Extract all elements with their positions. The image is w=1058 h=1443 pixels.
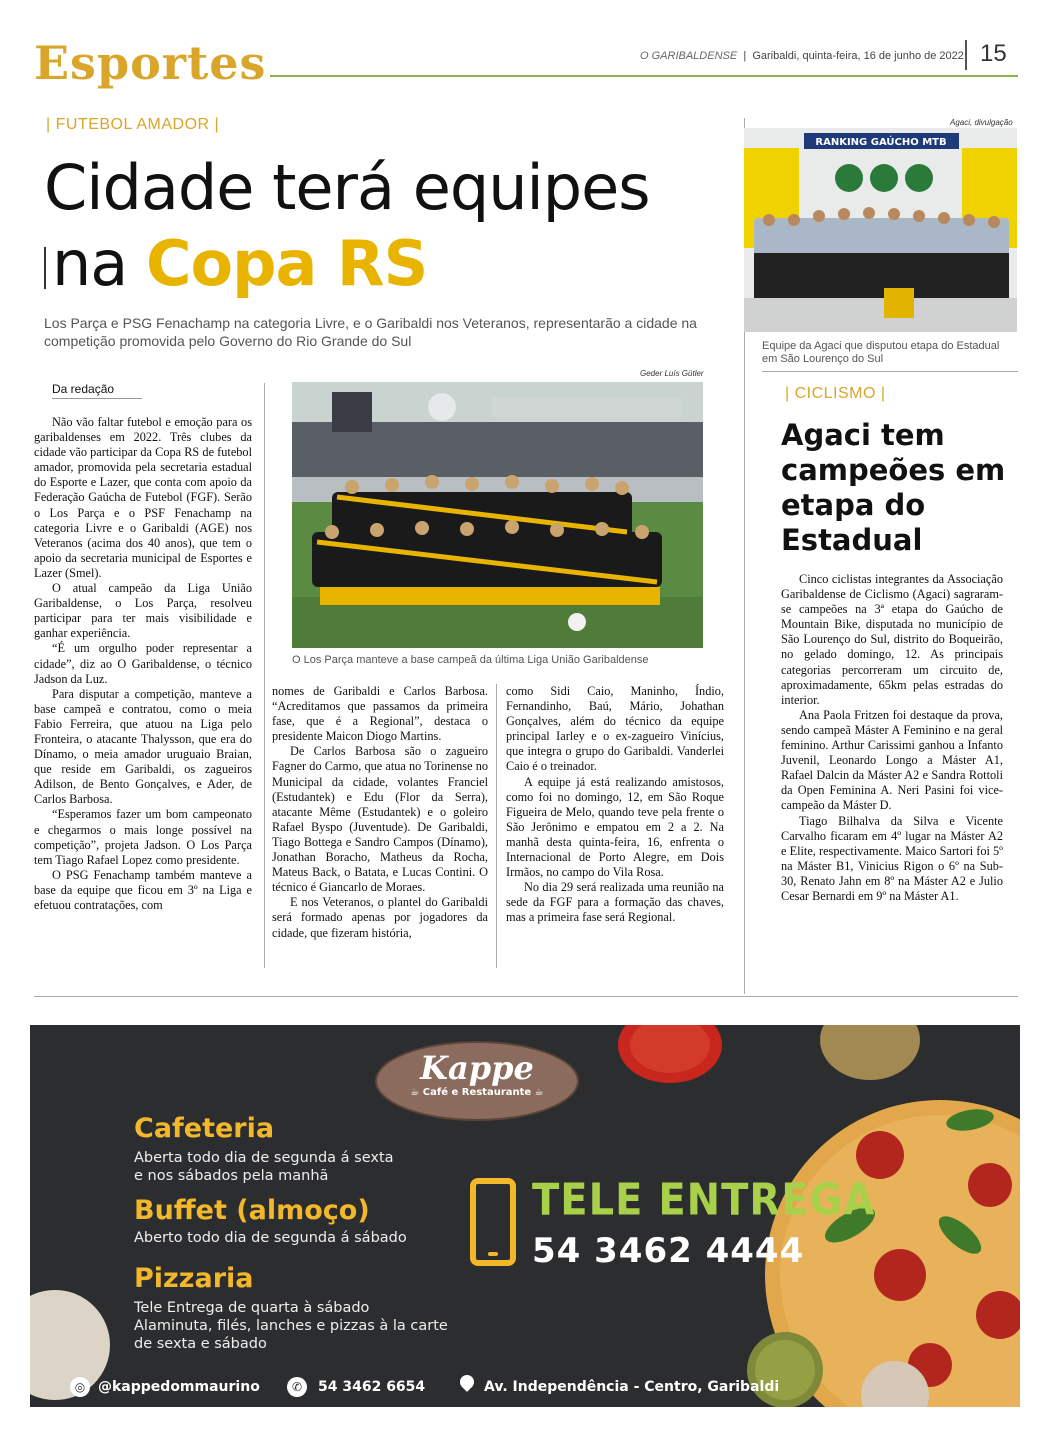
paragraph: Para disputar a competição, manteve a base campeã e contratou, como o meia Fabio Ferreira, que atuou na Liga pelo Fronteira, o atacante Thalysson, que era do Dínamo, o meia amador uruguaio Braian, que reside em Garibaldi, os zagueiros Adilson, de Bento Gonçalves, e Ader, de Carlos Barbosa. bbox=[34, 686, 252, 807]
team-photo bbox=[292, 382, 703, 648]
paragraph: A equipe já está realizando amistosos, como foi no domingo, 12, em São Roque Figueira de Melo, quando teve pela frente o São Jerônimo e empatou em 2 a 2. Na manhã desta quinta-feira, 16, enfrenta o Internacional de Porto Alegre, em Dois Irmãos, no campo do Vila Rosa. bbox=[506, 774, 724, 880]
paragraph: O atual campeão da Liga União Garibaldense, o Los Parça, resolveu participar para ter mais visibilidade e ganhar experiência. bbox=[34, 581, 252, 641]
tele-entrega-phone[interactable]: 54 3462 4444 bbox=[532, 1231, 805, 1271]
main-column-3 bbox=[506, 684, 724, 926]
ad-section-pizzaria-text: Tele Entrega de quarta à sábado Alaminuta, filés, lanches e pizzas à la carte de sexta e sábado bbox=[134, 1300, 448, 1352]
instagram-icon: ◎ bbox=[70, 1377, 90, 1397]
paragraph: Tiago Bilhalva da Silva e Vicente Carvalho ficaram em 4º lugar na Máster A2 e Elite, respectivamente. Maico Sartori foi 5º na Máster B1, Vinicius Rigon o 6º na Sub-30, Renato Jahn em 8º na Máster A2 e Julio Cesar Bernardi em 9º na Máster A1. bbox=[781, 813, 1003, 903]
column-divider bbox=[264, 383, 265, 968]
phone-icon bbox=[470, 1178, 516, 1266]
instagram-handle[interactable]: @kappedommaurino bbox=[98, 1379, 260, 1395]
banner-text: RANKING GAÚCHO MTB bbox=[815, 137, 947, 148]
headline-highlight: Copa RS bbox=[146, 227, 428, 300]
side-headline: Agaci tem campeões em etapa do Estadual bbox=[781, 418, 1006, 557]
byline: Da redação bbox=[52, 382, 142, 399]
ad-section-pizzaria-title: Pizzaria bbox=[134, 1263, 254, 1294]
header-divider bbox=[965, 40, 967, 70]
ad-section-buffet-text: Aberto todo dia de segunda á sábado bbox=[134, 1230, 407, 1246]
column-divider bbox=[496, 684, 497, 968]
main-column-1 bbox=[34, 415, 252, 913]
headline-bar bbox=[44, 247, 46, 289]
paragraph: No dia 29 será realizada uma reunião na sede da FGF para a formação das chaves, mas a primeira fase será Regional. bbox=[506, 880, 724, 925]
ad-address[interactable]: Av. Independência - Centro, Garibaldi bbox=[484, 1379, 780, 1395]
paper-name: O GARIBALDENSE bbox=[640, 50, 738, 62]
team-photo-illustration bbox=[292, 382, 703, 648]
section-title: Esportes bbox=[34, 36, 267, 90]
paragraph: Ana Paola Fritzen foi destaque da prova, sendo campeã Máster A Feminino e na geral feminino. Arthur Carissimi ganhou a Infanto Juvenil, Leonardo Longo a Máster A1, Rafael Dalcin da Máster A2 e Sandra Rottoli da Open Feminina A. Neri Pasini foi vice-campeão da Máster D. bbox=[781, 707, 1003, 813]
dateline: Garibaldi, quinta-feira, 16 de junho de 2022 bbox=[752, 50, 964, 62]
paragraph: E nos Veteranos, o plantel do Garibaldi será formado apenas por jogadores da cidade, que fizeram história, bbox=[272, 895, 488, 940]
whatsapp-number[interactable]: 54 3462 6654 bbox=[318, 1379, 426, 1395]
cycling-team-photo bbox=[744, 128, 1017, 332]
side-kicker: | CICLISMO | bbox=[785, 385, 886, 402]
ad-section-buffet-title: Buffet (almoço) bbox=[134, 1195, 370, 1226]
cycling-photo-illustration bbox=[744, 128, 1017, 332]
logo-text: Kappe bbox=[420, 1049, 534, 1087]
main-kicker: | FUTEBOL AMADOR | bbox=[46, 116, 220, 133]
headline-line2: na bbox=[52, 227, 146, 300]
main-headline bbox=[44, 150, 650, 302]
side-photo-caption: Equipe da Agaci que disputou etapa do Estadual em São Lourenço do Sul bbox=[762, 340, 1000, 365]
paragraph: Cinco ciclistas integrantes da Associação Garibaldense de Ciclismo (Agaci) sagraram-se campeões na 3ª etapa do Gaúcho de Mountain Bike, disputada no município de São Lourenço do Sul, distrito do Boqueirão, no gelado domingo, 12. As principais categorias percorreram um circuito de, aproximadamente, 65km pelas estradas do interior. bbox=[781, 572, 1003, 707]
paragraph: Não vão faltar futebol e emoção para os garibaldenses em 2022. Três clubes da cidade vão participar da Copa RS de futebol amador, promovida pela secretaria estadual do Esporte e Lazer, que conta com apoio da Federação Gaúcha de Futebol (FGF). Serão o Los Parça e o PSF Fenachamp na categoria Livre e o Garibaldi (AGE) nos Veteranos (acima dos 40 anos), que tem o apoio da secretaria municipal de Esportes e Lazer (Smel). bbox=[34, 415, 252, 580]
headline-line1: Cidade terá equipes bbox=[44, 151, 650, 224]
coffee-cup-icon: ☕ bbox=[534, 1087, 544, 1098]
page-number: 15 bbox=[980, 40, 1007, 67]
header-info: O GARIBALDENSE | Garibaldi, quinta-feira, 16 de junho de 2022 bbox=[640, 50, 964, 62]
whatsapp-icon: ✆ bbox=[287, 1377, 307, 1397]
header-rule bbox=[270, 75, 1018, 77]
paragraph: “É um orgulho poder representar a cidade”, diz ao O Garibaldense, o técnico Jadson da Luz. bbox=[34, 641, 252, 686]
ad-section-cafeteria-text: Aberta todo dia de segunda á sexta e nos sábados pela manhã bbox=[134, 1150, 394, 1184]
ad-section-cafeteria-title: Cafeteria bbox=[134, 1113, 275, 1144]
side-rule bbox=[762, 371, 1018, 372]
paragraph: O PSG Fenachamp também manteve a base da equipe que ficou em 3º na Liga e efetuou contratações, com bbox=[34, 867, 252, 912]
logo-subtitle: Café e Restaurante bbox=[422, 1087, 532, 1098]
paragraph: De Carlos Barbosa são o zagueiro Fagner do Carmo, que atua no Torinense no Municipal da cidade, volantes Franciel (Estudantek) e Edu (Flor da Serra), atacante Même (Estudantek) e o goleiro Rafael Byspo (Juventude). De Garibaldi, Tiago Bottega e Sandro Campos (Dínamo), Jonathan Boracho, Matheus da Rocha, Mateus Back, o Batata, e Lucas Contini. O técnico é Giancarlo de Moraes. bbox=[272, 744, 488, 895]
photo-credit: Geder Luís Gütler bbox=[640, 369, 704, 378]
side-column bbox=[781, 572, 1003, 904]
kappe-logo bbox=[375, 1041, 579, 1121]
photo-caption: O Los Parça manteve a base campeã da última Liga União Garibaldense bbox=[292, 654, 649, 666]
side-photo-credit: Agaci, divulgação bbox=[950, 118, 1013, 127]
paragraph: como Sidi Caio, Maninho, Índio, Fernandinho, Baú, Mário, Johathan Gonçalves, além do técnico da equipe principal Iarley e o ex-zagueiro Vinícius, que integra o grupo do Garibaldi. Vanderlei Caio é o treinador. bbox=[506, 684, 724, 774]
main-column-2 bbox=[272, 684, 488, 941]
paragraph: nomes de Garibaldi e Carlos Barbosa. “Acreditamos que passamos da primeira fase, que é a Regional”, destaca o presidente Maicon Diogo Martins. bbox=[272, 684, 488, 744]
tele-entrega-label: TELE ENTREGA bbox=[532, 1175, 876, 1226]
kappe-advertisement[interactable] bbox=[30, 1025, 1020, 1407]
page-bottom-rule bbox=[34, 996, 1018, 997]
main-deck: Los Parça e PSG Fenachamp na categoria Livre, e o Garibaldi nos Veteranos, representarão a cidade na competição promovida pelo Governo do Rio Grande do Sul bbox=[44, 315, 697, 349]
paragraph: “Esperamos fazer um bom campeonato e chegarmos o mais longe possível na competição”, projeta Jadson. O Los Parça tem Tiago Rafael Lopez como presidente. bbox=[34, 807, 252, 867]
coffee-cup-icon: ☕ bbox=[410, 1087, 420, 1098]
